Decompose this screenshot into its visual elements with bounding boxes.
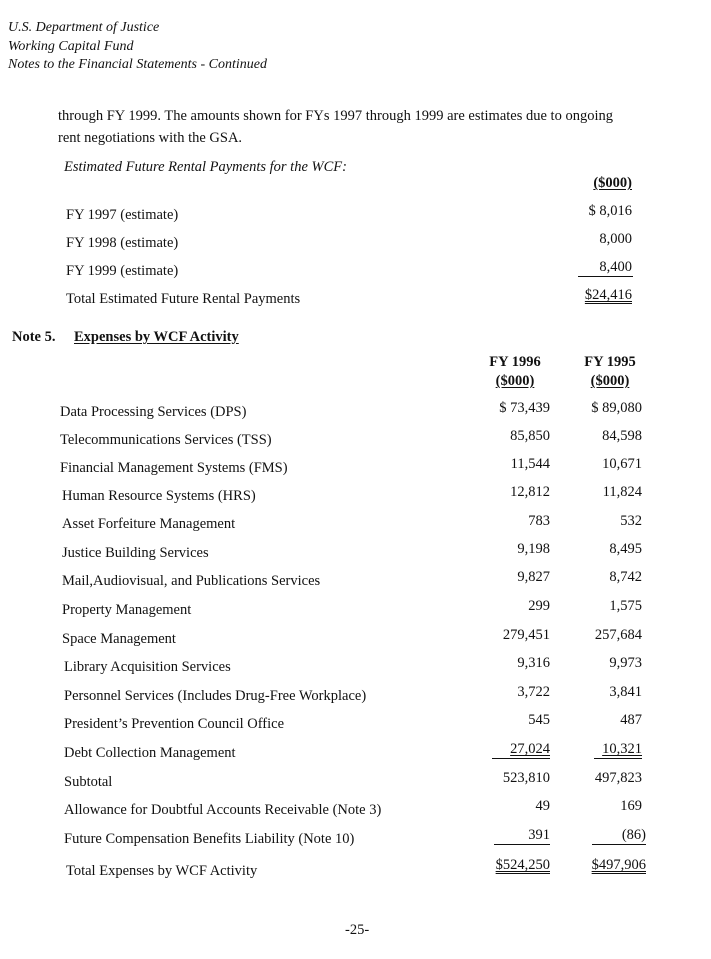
expense-row-label: Telecommunications Services (TSS)	[60, 432, 272, 448]
expense-fy1996-value: 9,316	[517, 655, 550, 671]
expense-fy1996-value: 299	[528, 598, 550, 614]
expense-row-label: President’s Prevention Council Office	[64, 716, 285, 732]
expense-fy1995-value: 169	[620, 798, 642, 814]
expense-fy1996-value: 27,024	[510, 741, 550, 757]
expense-fy1995-value: $ 89,080	[591, 400, 642, 416]
rental-subtotal-rule	[578, 276, 633, 277]
expense-fy1995-value: 10,321	[602, 741, 642, 757]
expense-fy1995-value: 10,671	[602, 456, 642, 472]
expense-fy1995-value: 257,684	[594, 627, 642, 643]
expense-fy1995-value: 11,824	[602, 484, 642, 500]
expense-row-label: Human Resource Systems (HRS)	[62, 488, 256, 504]
rental-row-label: FY 1997 (estimate)	[66, 207, 179, 223]
expense-fy1996-value: 9,198	[517, 541, 550, 557]
fy1995-total-rule	[592, 844, 646, 845]
rental-row-value: 8,000	[599, 231, 632, 247]
rental-title: Estimated Future Rental Payments for the WCF:	[64, 159, 347, 175]
expense-fy1995-value: 8,742	[609, 569, 642, 585]
expense-fy1996-value: $ 73,439	[499, 400, 550, 416]
expense-row-label: Library Acquisition Services	[64, 659, 231, 675]
expense-row-label: Debt Collection Management	[64, 745, 236, 761]
expense-fy1996-value: 11,544	[510, 456, 550, 472]
header-agency: U.S. Department of Justice	[8, 20, 160, 35]
expense-row-label: Allowance for Doubtful Accounts Receivable (Note 3)	[64, 802, 382, 818]
expense-fy1996-value: 9,827	[517, 569, 550, 585]
expense-row-label: Asset Forfeiture Management	[62, 516, 236, 532]
rental-row-value: $ 8,016	[588, 203, 632, 219]
intro-line-2: rent negotiations with the GSA.	[58, 130, 243, 146]
expense-fy1995-value: 1,575	[609, 598, 642, 614]
expense-row-label: Future Compensation Benefits Liability (Note 10)	[64, 831, 355, 847]
expense-fy1995-value: 84,598	[602, 428, 642, 444]
expense-fy1995-value: 3,841	[609, 684, 642, 700]
expense-row-label: Space Management	[62, 631, 176, 647]
fy1996-subtotal-rule	[492, 758, 550, 759]
expense-fy1996-value: 391	[528, 827, 550, 843]
rental-total-value: $24,416	[584, 287, 632, 303]
fy1995-subtotal-rule	[594, 758, 642, 759]
expense-row-label: Financial Management Systems (FMS)	[60, 460, 288, 476]
rental-column-header: ($000)	[593, 175, 632, 191]
expense-fy1995-value: 532	[620, 513, 642, 529]
header-fund: Working Capital Fund	[8, 39, 134, 54]
expense-row-label: Data Processing Services (DPS)	[60, 404, 247, 420]
expense-row-label: Personnel Services (Includes Drug-Free Workplace)	[64, 688, 367, 704]
fy1996-total-rule	[494, 844, 550, 845]
subtotal-label: Subtotal	[64, 774, 113, 790]
expense-fy1996-value: 49	[535, 798, 550, 814]
expense-fy1996-value: 3,722	[517, 684, 550, 700]
expense-fy1996-value: 545	[528, 712, 550, 728]
expense-fy1995-value: 8,495	[609, 541, 642, 557]
note-5-prefix: Note 5.	[12, 329, 56, 345]
expense-row-label: Mail,Audiovisual, and Publications Services	[62, 573, 321, 589]
total-fy1995-value: $497,906	[591, 857, 646, 873]
fy1996-header: FY 1996	[489, 354, 541, 370]
expense-row-label: Justice Building Services	[62, 545, 209, 561]
expense-row-label: Property Management	[62, 602, 192, 618]
fy1995-header: FY 1995	[584, 354, 636, 370]
rental-row-label: FY 1999 (estimate)	[66, 263, 179, 279]
rental-total-label: Total Estimated Future Rental Payments	[66, 291, 301, 307]
expense-fy1996-value: 12,812	[510, 484, 550, 500]
subtotal-fy1996-value: 523,810	[502, 770, 550, 786]
expense-fy1996-value: 783	[528, 513, 550, 529]
expense-fy1995-value: 487	[620, 712, 642, 728]
subtotal-fy1995-value: 497,823	[594, 770, 642, 786]
rental-row-value: 8,400	[599, 259, 632, 275]
total-fy1996-value: $524,250	[495, 857, 550, 873]
expense-fy1995-value: 9,973	[609, 655, 642, 671]
total-label: Total Expenses by WCF Activity	[66, 863, 258, 879]
fy1996-unit-header: ($000)	[495, 373, 535, 389]
intro-line-1: through FY 1999. The amounts shown for FYs 1997 through 1999 are estimates due to ongoing	[58, 108, 613, 124]
page-number: -25-	[345, 922, 370, 938]
expense-fy1996-value: 85,850	[510, 428, 550, 444]
fy1995-unit-header: ($000)	[590, 373, 630, 389]
note-5-title: Expenses by WCF Activity	[74, 329, 239, 345]
header-section: Notes to the Financial Statements - Continued	[8, 57, 267, 72]
expense-fy1996-value: 279,451	[502, 627, 550, 643]
expense-fy1995-value: (86)	[621, 827, 646, 843]
rental-row-label: FY 1998 (estimate)	[66, 235, 179, 251]
